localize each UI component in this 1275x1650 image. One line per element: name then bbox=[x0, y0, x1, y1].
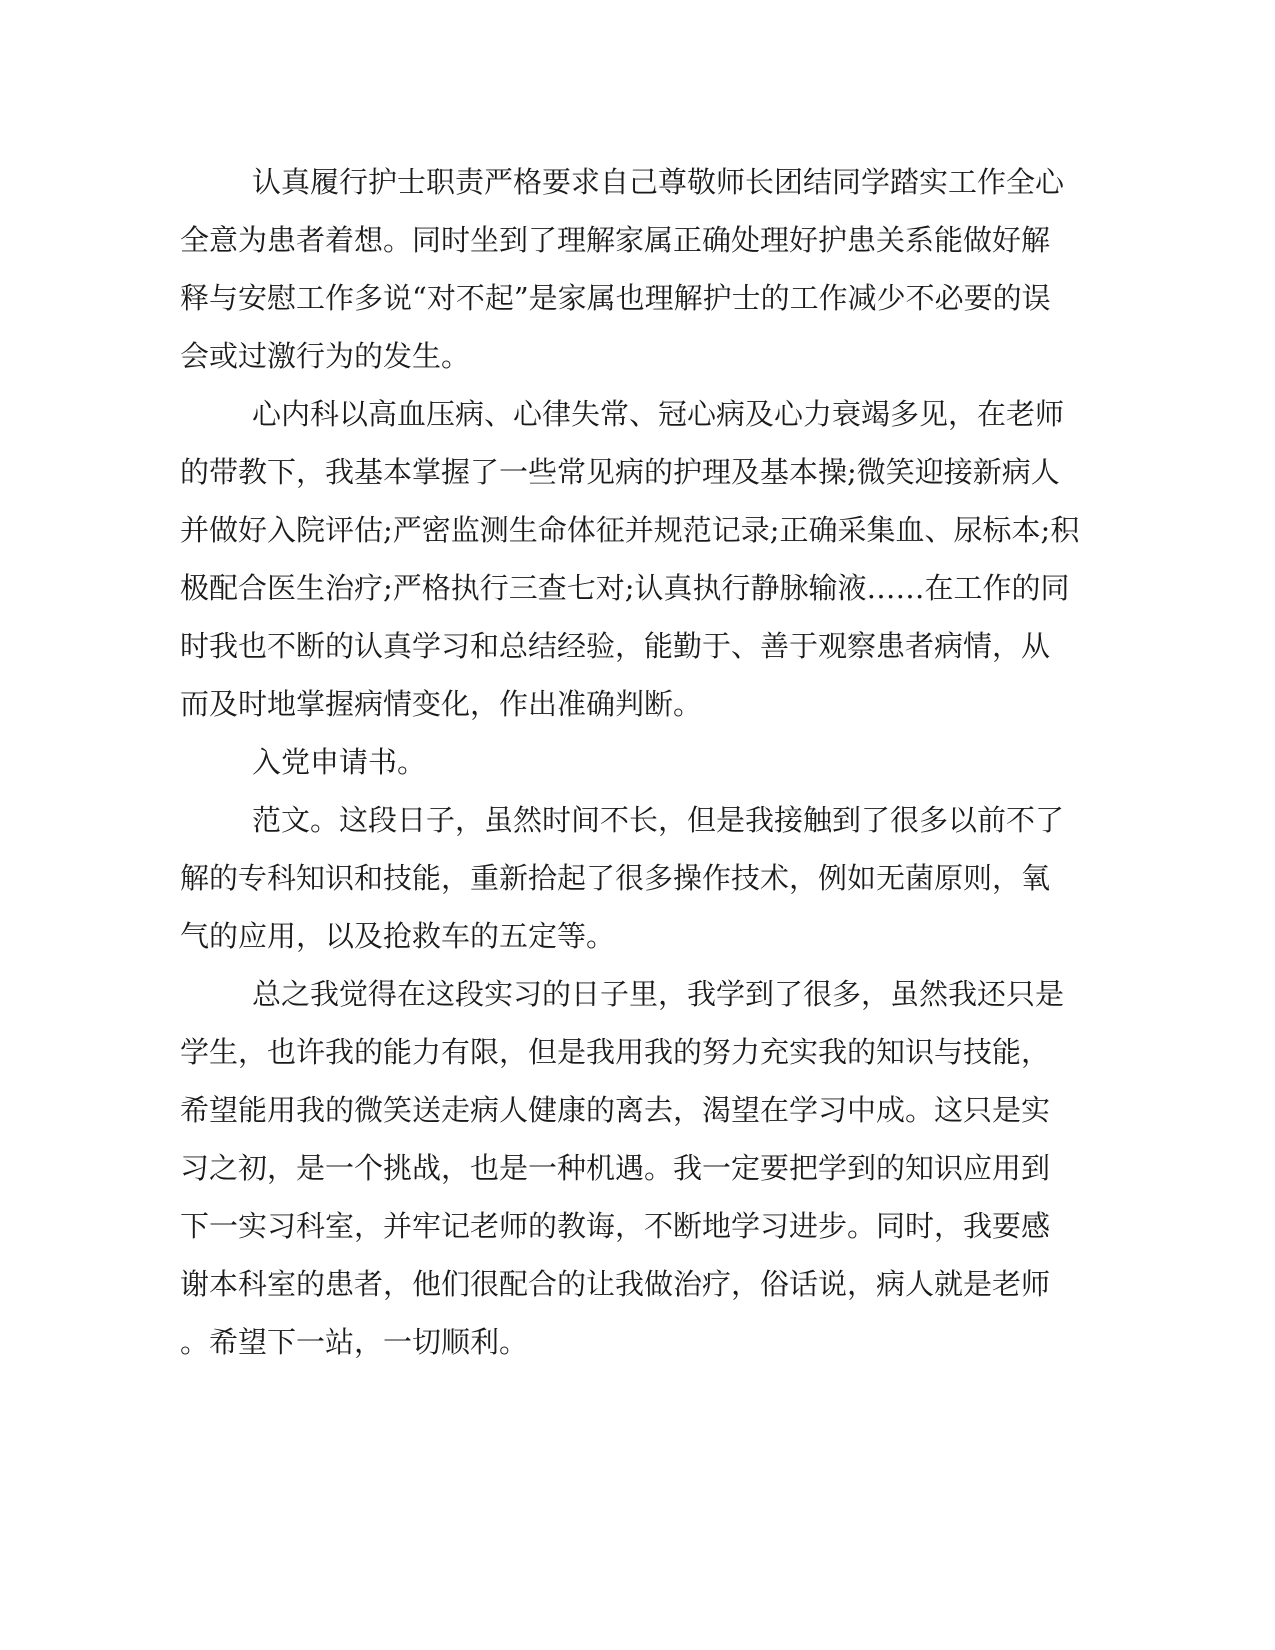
text-line: 会或过激行为的发生。 bbox=[180, 339, 471, 373]
text-line: 入党申请书。 bbox=[252, 745, 427, 779]
text-line: 解的专科知识和技能，重新拾起了很多操作技术，例如无菌原则，氧 bbox=[180, 861, 1051, 895]
text-line: 并做好入院评估;严密监测生命体征并规范记录;正确采集血、尿标本;积 bbox=[180, 513, 1080, 547]
text-line: 谢本科室的患者，他们很配合的让我做治疗，俗话说，病人就是老师 bbox=[180, 1267, 1051, 1301]
text-line: 下一实习科室，并牢记老师的教诲，不断地学习进步。同时，我要感 bbox=[180, 1209, 1051, 1243]
text-line: 气的应用，以及抢救车的五定等。 bbox=[180, 919, 616, 953]
text-line: 范文。这段日子，虽然时间不长，但是我接触到了很多以前不了 bbox=[252, 803, 1065, 837]
text-line: 全意为患者着想。同时坐到了理解家属正确处理好护患关系能做好解 bbox=[180, 223, 1051, 257]
text-line: 释与安慰工作多说“对不起”是家属也理解护士的工作减少不必要的误 bbox=[180, 281, 1051, 315]
text-line: 。希望下一站，一切顺利。 bbox=[180, 1325, 529, 1359]
text-line: 而及时地掌握病情变化，作出准确判断。 bbox=[180, 687, 703, 721]
text-line: 希望能用我的微笑送走病人健康的离去，渴望在学习中成。这只是实 bbox=[180, 1093, 1051, 1127]
text-line: 极配合医生治疗;严格执行三查七对;认真执行静脉输液……在工作的同 bbox=[180, 571, 1070, 605]
text-line: 总之我觉得在这段实习的日子里，我学到了很多，虽然我还只是 bbox=[252, 977, 1065, 1011]
text-line: 的带教下，我基本掌握了一些常见病的护理及基本操;微笑迎接新病人 bbox=[180, 455, 1060, 489]
text-line: 时我也不断的认真学习和总结经验，能勤于、善于观察患者病情，从 bbox=[180, 629, 1051, 663]
text-line: 认真履行护士职责严格要求自己尊敬师长团结同学踏实工作全心 bbox=[252, 165, 1065, 199]
text-line: 学生，也许我的能力有限，但是我用我的努力充实我的知识与技能， bbox=[180, 1035, 1051, 1069]
text-line: 习之初，是一个挑战，也是一种机遇。我一定要把学到的知识应用到 bbox=[180, 1151, 1051, 1185]
text-line: 心内科以高血压病、心律失常、冠心病及心力衰竭多见，在老师 bbox=[252, 397, 1065, 431]
